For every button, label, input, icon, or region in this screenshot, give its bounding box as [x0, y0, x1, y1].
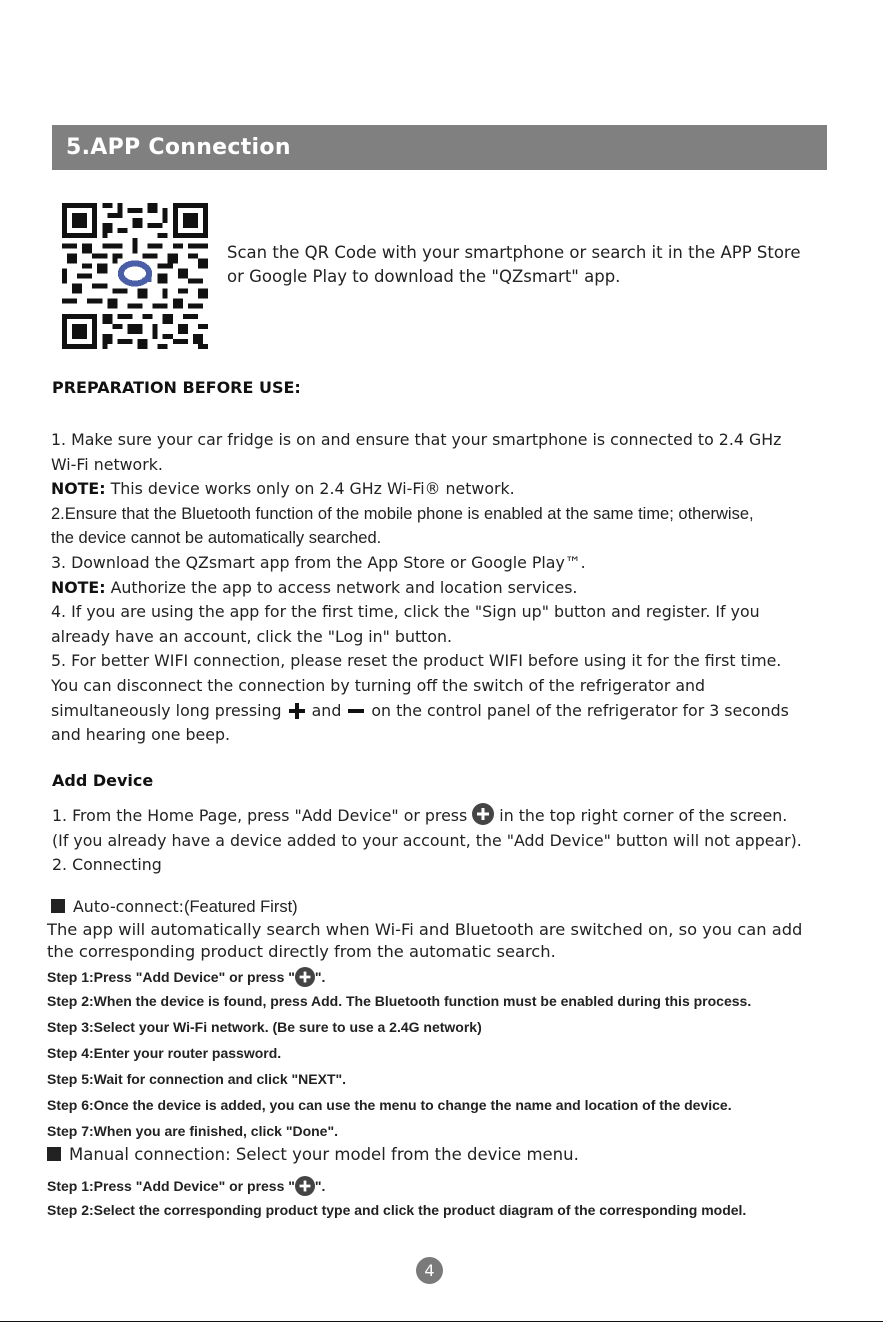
add-device-line-2: (If you already have a device added to your account, the "Add Device" button will not appear). [52, 830, 802, 850]
manual-connection-heading: Manual connection: Select your model from the device menu. [47, 1143, 579, 1168]
scan-line-2: or Google Play to download the "QZsmart" app. [227, 267, 621, 286]
auto-step-1: Step 1:Press "Add Device" or press " ". [47, 969, 326, 985]
prep-item-1-line-1: 1. Make sure your car fridge is on and ensure that your smartphone is connected to 2.4 GHz [51, 430, 782, 449]
auto-step-6: Step 6:Once the device is added, you can use the menu to change the name and location of the device. [47, 1097, 732, 1113]
auto-step-3: Step 3:Select your Wi-Fi network. (Be sure to use a 2.4G network) [47, 1019, 482, 1035]
auto-desc-line-1: The app will automatically search when Wi-Fi and Bluetooth are switched on, so you can add [47, 920, 803, 939]
prep-item-4-line-2: already have an account, click the "Log in" button. [51, 626, 453, 646]
section-title: 5.APP Connection [66, 135, 291, 160]
note-label: NOTE: [51, 577, 106, 597]
page-number: 4 [416, 1257, 443, 1284]
prep-item-3: 3. Download the QZsmart app from the App Store or Google Play™. [51, 552, 586, 572]
preparation-title: PREPARATION BEFORE USE: [52, 378, 301, 397]
prep-note-2: NOTE: Authorize the app to access network and location services. [51, 577, 578, 597]
auto-step-4: Step 4:Enter your router password. [47, 1045, 282, 1061]
prep-item-5-line-2: You can disconnect the connection by turning off the switch of the refrigerator and [51, 675, 706, 695]
bullet-square [51, 899, 65, 913]
preparation-list [51, 428, 789, 748]
prep-item-5-line-1: 5. For better WIFI connection, please reset the product WIFI before using it for the first time. [51, 651, 782, 671]
add-device-line-3: 2. Connecting [52, 855, 162, 875]
qr-code-icon [62, 203, 208, 349]
prep-item-1-line-2: Wi-Fi network. [51, 454, 163, 474]
prep-item-4-line-1: 4. If you are using the app for the first time, click the "Sign up" button and register. If you [51, 602, 760, 622]
bottom-divider [0, 1321, 883, 1322]
scan-instructions [227, 241, 801, 289]
plus-circle-icon [295, 1176, 315, 1196]
manual-step-1: Step 1:Press "Add Device" or press " ". [47, 1178, 326, 1194]
scan-line-1: Scan the QR Code with your smartphone or search it in the APP Store [227, 243, 801, 262]
prep-item-2-line-1: 2.Ensure that the Bluetooth function of the mobile phone is enabled at the same time; otherwise, [51, 504, 754, 523]
manual-step-2: Step 2:Select the corresponding product type and click the product diagram of the corresponding model. [47, 1202, 747, 1218]
auto-connect-heading: Auto-connect:(Featured First) [51, 895, 298, 920]
prep-note-1: NOTE: This device works only on 2.4 GHz Wi-Fi® network. [51, 479, 515, 499]
auto-step-5: Step 5:Wait for connection and click "NEXT". [47, 1071, 347, 1087]
auto-step-7: Step 7:When you are finished, click "Done". [47, 1123, 338, 1139]
note-label: NOTE: [51, 479, 106, 499]
prep-item-2-line-2: the device cannot be automatically searched. [51, 529, 382, 548]
auto-step-2: Step 2:When the device is found, press Add. The Bluetooth function must be enabled during this process. [47, 993, 752, 1009]
auto-connect-description [47, 919, 802, 963]
prep-item-5-line-4: and hearing one beep. [51, 725, 231, 745]
plus-circle-icon [472, 803, 494, 825]
plus-circle-icon [295, 967, 315, 987]
auto-desc-line-2: the corresponding product directly from the automatic search. [47, 942, 556, 961]
prep-item-5-line-3: simultaneously long pressing and on the control panel of the refrigerator for 3 seconds [51, 700, 789, 720]
add-device-title: Add Device [52, 771, 154, 790]
plus-icon [287, 701, 307, 721]
bullet-square [47, 1147, 61, 1161]
add-device-line-1: 1. From the Home Page, press "Add Device" or press in the top right corner of the screen. [52, 803, 802, 829]
add-device-list [52, 803, 802, 878]
minus-icon [346, 701, 366, 721]
section-header [52, 125, 827, 170]
